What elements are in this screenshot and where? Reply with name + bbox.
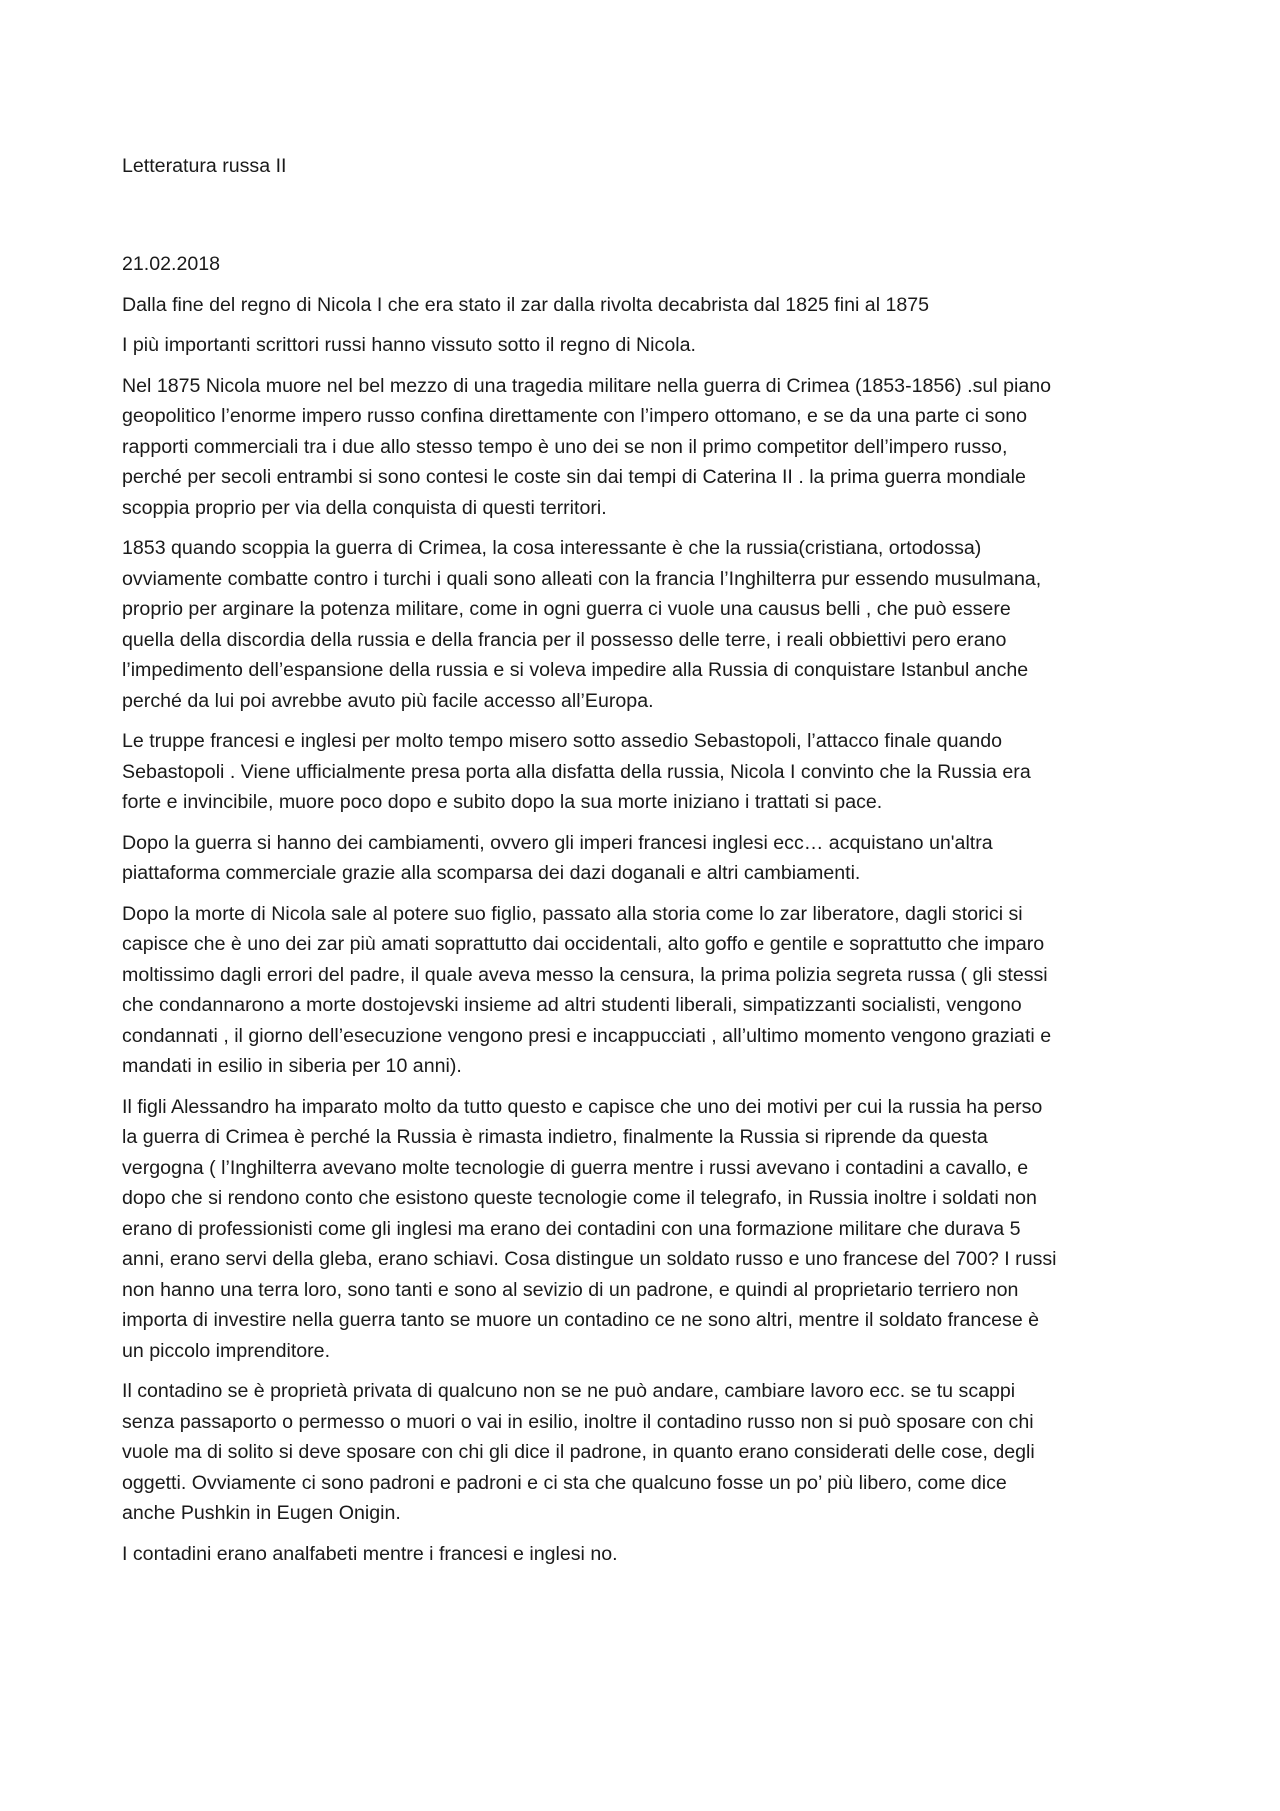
text-line: I più importanti scrittori russi hanno vissuto sotto il regno di Nicola.: [122, 334, 696, 356]
text-line: condannati , il giorno dell’esecuzione vengono presi e incappucciati , all’ultimo momento vengono graziati e: [122, 1024, 1052, 1047]
text-line: perché per secoli entrambi si sono contesi le coste sin dai tempi di Caterina II . la prima guerra mondiale: [122, 466, 1026, 488]
text-line: 1853 quando scoppia la guerra di Crimea, la cosa interessante è che la russia(cristiana, ortodossa): [122, 537, 982, 559]
text-line: erano di professionisti come gli inglesi ma erano dei contadini con una formazione militare che durava 5: [122, 1217, 1021, 1240]
paragraph: [122, 1539, 1162, 1570]
text-line: I contadini erano analfabeti mentre i francesi e inglesi no.: [122, 1542, 618, 1565]
document-title: Letteratura russa II: [122, 155, 287, 177]
text-line: vuole ma di solito si deve sposare con chi gli dice il padrone, in quanto erano considerati delle cose, degli: [122, 1441, 1035, 1463]
paragraph: [122, 533, 1162, 716]
text-line: Le truppe francesi e inglesi per molto tempo misero sotto assedio Sebastopoli, l’attacco finale quando: [122, 730, 1003, 752]
document-body: [122, 249, 1162, 1579]
text-line: senza passaporto o permesso o muori o vai in esilio, inoltre il contadino russo non si può sposare con chi: [122, 1410, 1034, 1433]
text-line: moltissimo dagli errori del padre, il quale aveva messo la censura, la prima polizia segreta russa ( gli stessi: [122, 963, 1048, 986]
text-line: Il figli Alessandro ha imparato molto da tutto questo e capisce che uno dei motivi per cui la russia ha perso: [122, 1095, 1043, 1118]
text-line: la guerra di Crimea è perché la Russia è rimasta indietro, finalmente la Russia si riprende da questa: [122, 1126, 988, 1148]
text-line: anche Pushkin in Eugen Onigin.: [122, 1502, 401, 1524]
text-line: oggetti. Ovviamente ci sono padroni e padroni e ci sta che qualcuno fosse un po’ più libero, come dice: [122, 1471, 1007, 1494]
text-line: ovviamente combatte contro i turchi i quali sono alleati con la francia l’Inghilterra pur essendo musulmana,: [122, 567, 1042, 590]
paragraph: [122, 371, 1162, 524]
text-line: Dopo la morte di Nicola sale al potere suo figlio, passato alla storia come lo zar liberatore, dagli storici si: [122, 902, 1023, 925]
text-line: geopolitico l’enorme impero russo confina direttamente con l’impero ottomano, e se da una parte ci sono: [122, 405, 1028, 427]
text-line: che condannarono a morte dostojevski insieme ad altri studenti liberali, simpatizzanti socialisti, vengono: [122, 994, 1022, 1016]
paragraph: [122, 1376, 1162, 1529]
paragraph-list: [122, 290, 1162, 1570]
text-line: Nel 1875 Nicola muore nel bel mezzo di una tragedia militare nella guerra di Crimea (1853-1856) .sul piano: [122, 374, 1052, 397]
text-line: l’impedimento dell’espansione della russia e si voleva impedire alla Russia di conquistare Istanbul anche: [122, 659, 1029, 681]
paragraph: [122, 1092, 1162, 1367]
text-line: proprio per arginare la potenza militare, come in ogni guerra ci vuole una causus belli , che può essere: [122, 598, 1011, 620]
text-line: anni, erano servi della gleba, erano schiavi. Cosa distingue un soldato russo e uno francese del 700? I russi: [122, 1248, 1057, 1270]
text-line: importa di investire nella guerra tanto se muore un contadino ce ne sono altri, mentre il soldato francese è: [122, 1309, 1040, 1331]
text-line: Sebastopoli . Viene ufficialmente presa porta alla disfatta della russia, Nicola I convinto che la Russia era: [122, 760, 1031, 783]
text-line: vergogna ( l’Inghilterra avevano molte tecnologie di guerra mentre i russi avevano i contadini a cavallo, e: [122, 1156, 1029, 1179]
text-line: mandati in esilio in siberia per 10 anni).: [122, 1055, 462, 1077]
text-line: forte e invincibile, muore poco dopo e subito dopo la sua morte iniziano i trattati si pace.: [122, 791, 883, 813]
paragraph: [122, 726, 1162, 818]
text-line: rapporti commerciali tra i due allo stesso tempo è uno dei se non il primo competitor dell’impero russo,: [122, 435, 1008, 458]
text-line: non hanno una terra loro, sono tanti e sono al sevizio di un padrone, e quindi al proprietario terriero non: [122, 1278, 1019, 1301]
text-line: Dopo la guerra si hanno dei cambiamenti, ovvero gli imperi francesi inglesi ecc… acquistano un'altra: [122, 831, 993, 854]
text-line: quella della discordia della russia e della francia per il possesso delle terre, i reali obbiettivi pero erano: [122, 628, 1007, 651]
text-line: perché da lui poi avrebbe avuto più facile accesso all’Europa.: [122, 689, 654, 712]
text-line: Il contadino se è proprietà privata di qualcuno non se ne può andare, cambiare lavoro ecc. se tu scappi: [122, 1380, 1016, 1402]
text-line: Dalla fine del regno di Nicola I che era stato il zar dalla rivolta decabrista dal 1825 fini al 1875: [122, 293, 930, 316]
document-date: 21.02.2018: [122, 253, 221, 275]
paragraph: [122, 290, 1162, 321]
paragraph: [122, 899, 1162, 1082]
text-line: un piccolo imprenditore.: [122, 1339, 331, 1362]
text-line: piattaforma commerciale grazie alla scomparsa dei dazi doganali e altri cambiamenti.: [122, 862, 861, 884]
text-line: scoppia proprio per via della conquista di questi territori.: [122, 496, 607, 519]
text-line: capisce che è uno dei zar più amati soprattutto dai occidentali, alto goffo e gentile e soprattutto che imparo: [122, 933, 1045, 955]
paragraph: [122, 330, 1162, 361]
text-line: dopo che si rendono conto che esistono queste tecnologie come il telegrafo, in Russia inoltre i soldati non: [122, 1187, 1037, 1209]
paragraph: [122, 828, 1162, 889]
